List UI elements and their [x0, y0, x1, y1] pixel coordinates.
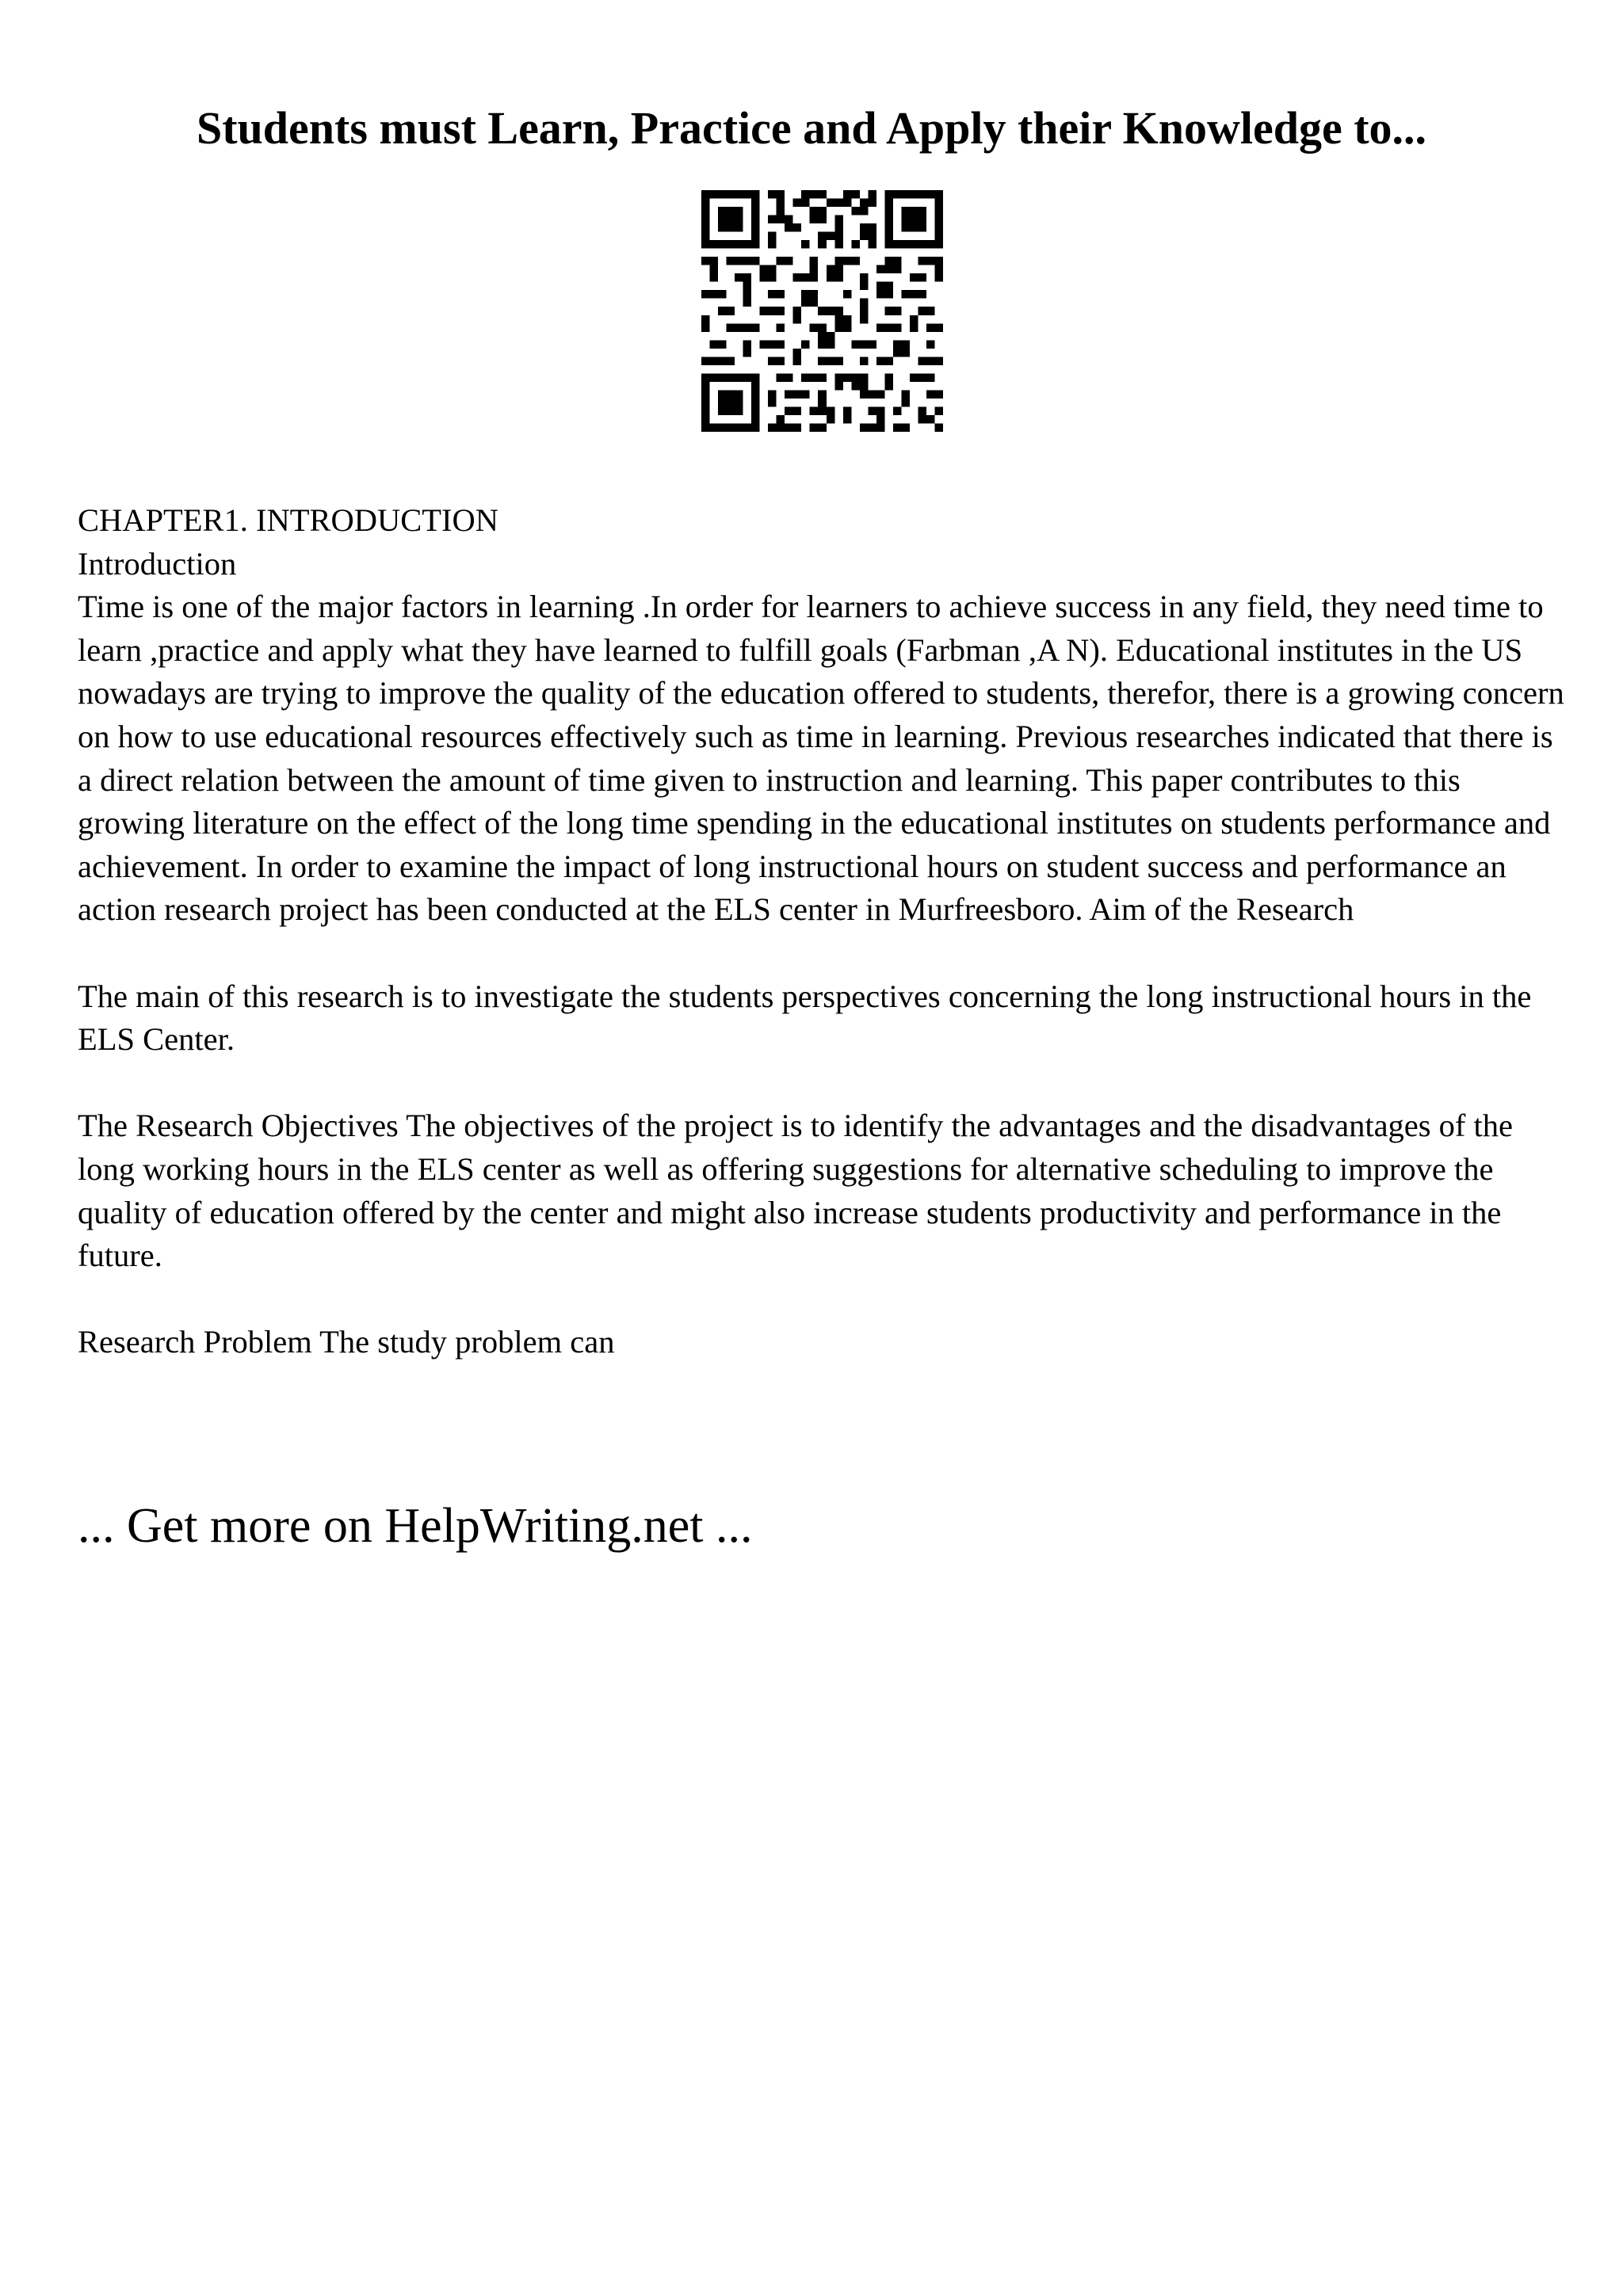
paragraph-research-problem: Research Problem The study problem can	[78, 1324, 615, 1360]
paragraph-aim: The main of this research is to investigate the students perspectives concerning the long instructional hours in the ELS Center.	[78, 978, 1532, 1058]
document-title: Students must Learn, Practice and Apply their Knowledge to...	[196, 102, 1427, 154]
paragraph-objectives: The Research Objectives The objectives of the project is to identify the advantages and the disadvantages of the long working hours in the ELS center as well as offering suggestions for alternative scheduling to improve the quality of education offered by the center and might also increase students productivity and performance in the future.	[78, 1108, 1514, 1274]
qr-code-icon	[701, 190, 943, 432]
document-body	[78, 499, 1568, 1364]
section-heading: Introduction	[78, 545, 237, 582]
get-more-link[interactable]: ... Get more on HelpWriting.net ...	[78, 1499, 753, 1553]
paragraph-introduction: Time is one of the major factors in learning .In order for learners to achieve success in any field, they need time to learn ,practice and apply what they have learned to fulfill goals (Farbman ,A N). Educational institutes in the US nowadays are trying to improve the quality of the education offered to students, therefor, there is a growing concern on how to use educational resources effectively such as time in learning. Previous researches indicated that there is a direct relation between the amount of time given to instruction and learning. This paper contributes to this growing literature on the effect of the long time spending in the educational institutes on students performance and achievement. In order to examine the impact of long instructional hours on student success and performance an action research project has been conducted at the ELS center in Murfreesboro. Aim of the Research	[78, 589, 1564, 928]
chapter-heading: CHAPTER1. INTRODUCTION	[78, 502, 498, 538]
